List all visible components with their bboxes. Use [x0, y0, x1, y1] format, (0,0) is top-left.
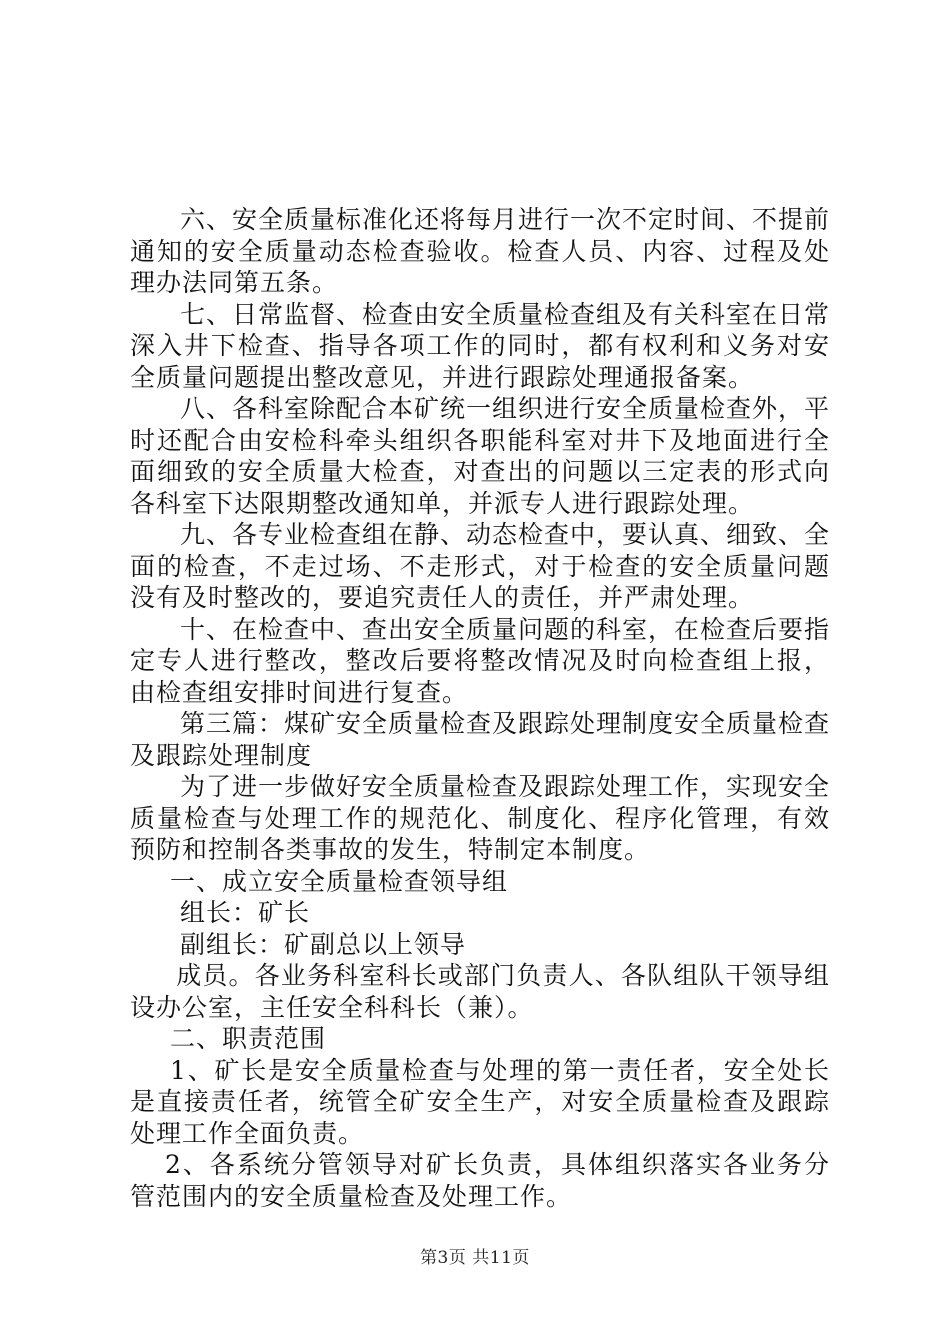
paragraph-article-10: 十、在检查中、查出安全质量问题的科室，在检查后要指定专人进行整改，整改后要将整改情况及时向检查组上报，由检查组安排时间进行复查。: [130, 614, 831, 707]
page-footer: 第3页 共11页: [420, 1248, 530, 1268]
heading-leadership-group: 一、成立安全质量检查领导组: [170, 866, 509, 896]
section-heading-part-3: 第三篇：煤矿安全质量检查及跟踪处理制度安全质量检查及跟踪处理制度: [130, 709, 831, 770]
document-body: [130, 204, 830, 1212]
paragraph-item-2: 2、各系统分管领导对矿长负责，具体组织落实各业务分管范围内的安全质量检查及处理工作。: [130, 1150, 830, 1211]
line-deputy-leader: 副组长：矿副总以上领导: [180, 929, 467, 959]
paragraph-article-7: 七、日常监督、检查由安全质量检查组及有关科室在日常深入井下检查、指导各项工作的同时，都有权利和义务对安全质量问题提出整改意见，并进行跟踪处理通报备案。: [130, 299, 831, 392]
heading-responsibilities: 二、职责范围: [170, 1024, 327, 1053]
paragraph-item-1: 1、矿长是安全质量检查与处理的第一责任者，安全处长是直接责任者，统管全矿安全生产，对安全质量检查及跟踪处理工作全面负责。: [130, 1055, 830, 1148]
paragraph-intro: 为了进一步做好安全质量检查及跟踪处理工作，实现安全质量检查与处理工作的规范化、制度化、程序化管理，有效预防和控制各类事故的发生，特制定本制度。: [130, 772, 831, 864]
paragraph-article-9: 九、各专业检查组在静、动态检查中，要认真、细致、全面的检查，不走过场、不走形式，对于检查的安全质量问题没有及时整改的，要追究责任人的责任，并严肃处理。: [130, 520, 831, 612]
paragraph-article-6: 六、安全质量标准化还将每月进行一次不定时间、不提前通知的安全质量动态检查验收。检查人员、内容、过程及处理办法同第五条。: [130, 205, 831, 297]
paragraph-members: 成员。各业务科室科长或部门负责人、各队组队干领导组设办公室，主任安全科科长（兼）。: [130, 961, 830, 1022]
paragraph-article-8: 八、各科室除配合本矿统一组织进行安全质量检查外，平时还配合由安检科牵头组织各职能科室对井下及地面进行全面细致的安全质量大检查，对查出的问题以三定表的形式向各科室下达限期整改通知单，并派专人进行跟踪处理。: [130, 394, 831, 518]
line-group-leader: 组长：矿长: [180, 898, 311, 927]
